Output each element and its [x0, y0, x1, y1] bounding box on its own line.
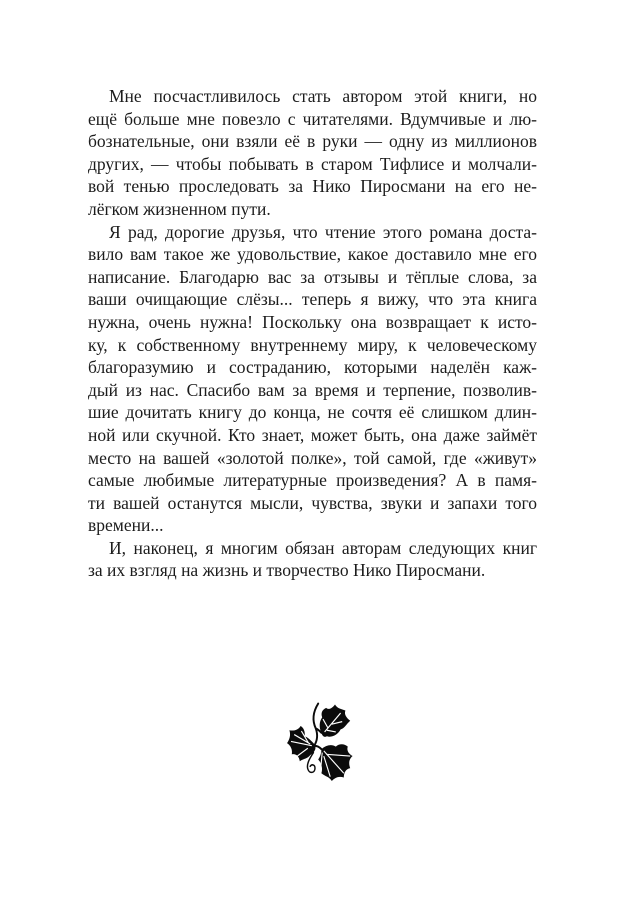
- ivy-leaf-top: [320, 704, 351, 736]
- text-line: дый из нас. Спасибо вам за время и терпение, позволив-: [88, 379, 537, 400]
- ivy-leaf-bottom: [318, 744, 352, 781]
- text-line: И, наконец, я многим обязан авторам следующих книг: [109, 537, 537, 558]
- text-line: самые любимые литературные произведения? А в памя-: [88, 470, 537, 491]
- text-line: вило вам такое же удовольствие, какое доставило мне его: [88, 244, 537, 265]
- text-line: благоразумию и состраданию, которыми наделён каж-: [88, 357, 537, 378]
- text-line: Мне посчастливилось стать автором этой книги, но: [109, 86, 537, 106]
- paragraph: [88, 85, 537, 221]
- text-line: ти вашей останутся мысли, чувства, звуки и запахи того: [88, 492, 537, 513]
- text-line: ку, к собственному внутреннему миру, к человеческому: [88, 334, 537, 355]
- paragraph: [88, 221, 537, 537]
- text-line: ной или скучной. Кто знает, может быть, она даже займёт: [88, 424, 537, 445]
- text-line: вой тенью проследовать за Нико Пиросмани на его не-: [88, 176, 537, 197]
- text-line: за их взгляд на жизнь и творчество Нико Пиросмани.: [88, 560, 486, 581]
- text-line: других, — чтобы побывать в старом Тифлисе и молчали-: [88, 153, 537, 174]
- paragraph: [88, 537, 537, 582]
- ivy-leaves-ornament: [283, 701, 355, 787]
- text-line: лёгком жизненном пути.: [88, 198, 271, 219]
- text-line: ваши очищающие слёзы... теперь я вижу, что эта книга: [88, 289, 537, 310]
- text-line: Я рад, дорогие друзья, что чтение этого романа доста-: [109, 221, 537, 242]
- text-line: написание. Благодарю вас за отзывы и тёплые слова, за: [88, 266, 537, 287]
- text-line: времени...: [88, 515, 164, 536]
- text-line: шие дочитать книгу до конца, не сочтя её слишком длин-: [88, 402, 537, 423]
- text-block: [88, 85, 537, 582]
- text-line: нужна, очень нужна! Поскольку она возвращает к исто-: [88, 311, 537, 332]
- text-line: ещё больше мне повезло с читателями. Вдумчивые и лю-: [88, 108, 537, 129]
- text-line: место на вашей «золотой полке», той самой, где «живут»: [88, 447, 537, 468]
- text-line: бознательные, они взяли её в руки — одну из миллионов: [88, 131, 537, 152]
